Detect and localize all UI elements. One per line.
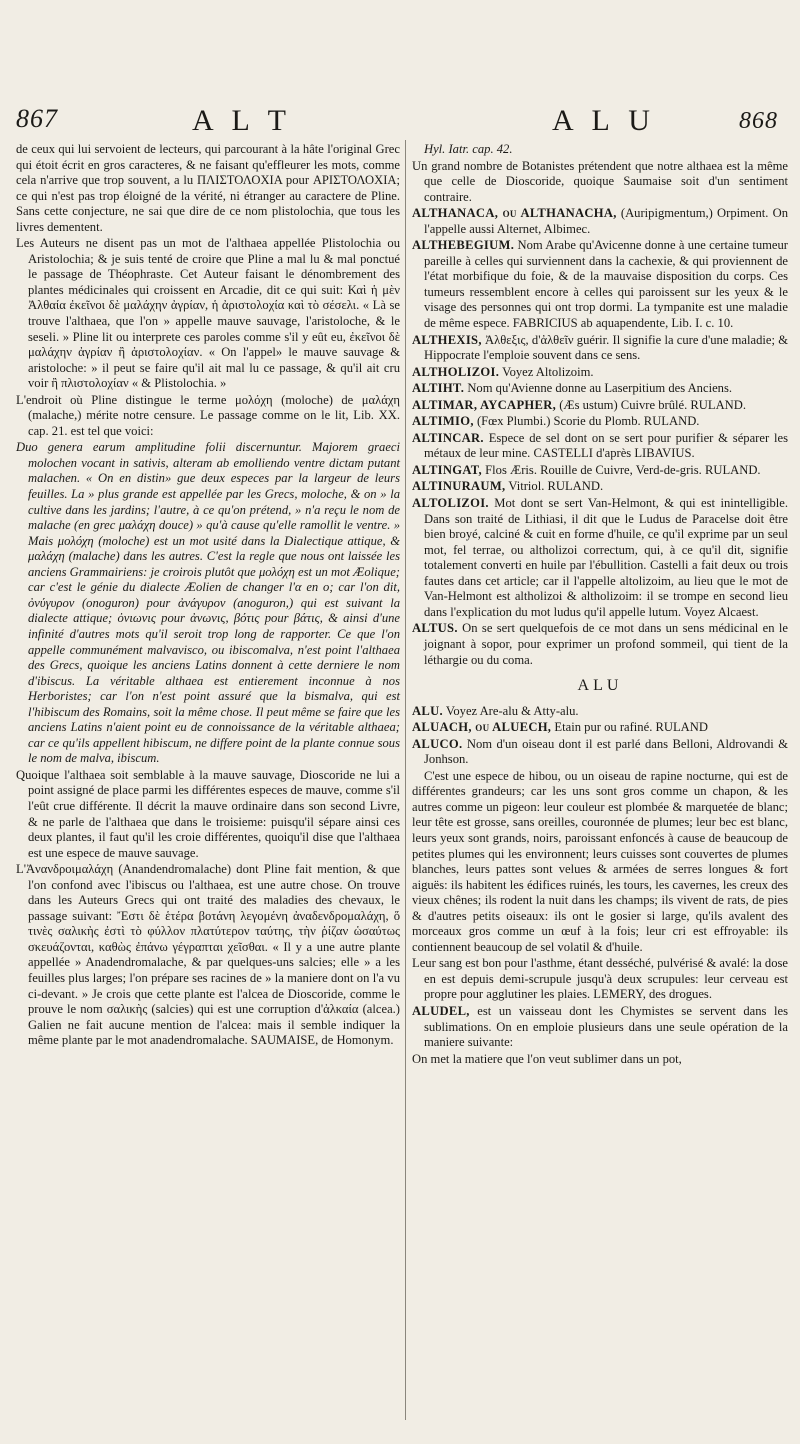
entry-text: Voyez Altolizoim. — [502, 364, 594, 379]
entry — [412, 704, 788, 720]
paragraph: de ceux qui lui servoient de lecteurs, qui parcourant à la hâte l'original Grec qui étoit écrit en gros caracteres, & ne faisant qu'effleurer les mots, comme cela n'arrive que trop souvent, a lu ΠΛΙΣΤΟΛΟΧΙΑ pour ΑΡΙΣΤΟΛΟΧΙΑ; ce qui n'est pas trop éloigné de la vérité, ni étranger au caractere de Pline. Sans cette conjecture, ne sai que dire de ce nom plistolochia, que tous les livres dementent. — [16, 142, 400, 234]
entry-headword: ALTHEXIS, — [412, 332, 482, 347]
entry-headword: ALUACH, ou ALUECH, — [412, 720, 552, 735]
entry-headword: ALTHANACA, ou ALTHANACHA, — [412, 206, 617, 221]
running-head-right: A L U — [552, 104, 656, 137]
entry-text: Etain pur ou rafiné. RULAND — [554, 720, 708, 735]
entry-text: (Auripigmentum,) Orpiment. On l'appelle aussi Alternet, Albimec. — [424, 206, 788, 236]
right-column — [412, 142, 788, 1068]
paragraph: L'Ἀνανδροιμαλάχη (Anandendromalache) dont Pline fait mention, & que l'on confond avec l'ibiscus ou l'althaea, est une autre chose. On trouve dans les Auteurs Grecs qui ont traité des maladies des chevaux, le passage suivant: Ἔστι δὲ ἑτέρα βοτάνη λεγομένη ἀναδενδρομαλάχη, ὅ τινὲς σαλικὴς ἐστὶ τὸ φύλλον πλατύτερον ταύτης, τὴν ῥίζαν ὡσαύτως σκευάζονται, καθὼς ἐπάνω γέγραπται χεῖσθαι. « Il y a une autre plante appellée » Anadendromalache, & par quelques-uns salcies; elle » a les feuilles plus larges; l'on prépare ses racines de » la maniere dont on l'a vu ci-devant. » Je crois que cette plante est l'alcea de Dioscoride, comme le prouve le nom σαλικὴς (salcies) qui est une corruption d'ἀλκαία (alcea.) Galien ne fait aucune mention de l'alcea: mais il semble indiquer la même plante par le mot anadendromalache. SAUMAISE, de Homonym. — [16, 862, 400, 1048]
paragraph: Leur sang est bon pour l'asthme, étant desséché, pulvérisé & avalé: la dose en est depuis demi-scrupule jusqu'à deux scrupules: leur cerveau est propre pour agglutiner les plaies. LEMERY, des drogues. — [412, 956, 788, 1002]
entry-text: Mot dont se sert Van-Helmont, & qui est inintelligible. Dans son traité de Lithiasi, il dit que le Ludus de Paracelse doit être bien broyé, calciné & cuit en forme d'huile, ce qu'il exprime par un seul mot, fel terrae, ou altholizoi correctum, qui, à ce qu'il dit, signifie totalement converti en huile par l'ébullition. Castelli a fait deux ou trois fautes dans cet article; car il l'appelle altolizoim, au lieu que le mot de Van-Helmont est altholizoi & altholizoim: il se trompe en second lieu dans l'explication du mot ludus qu'il appelle lutum. Voyez Alcaest. — [424, 496, 788, 619]
entry-headword: ALTIHT. — [412, 381, 465, 396]
paragraph: Les Auteurs ne disent pas un mot de l'althaea appellée Plistolochia ou Aristolochia; & je suis tenté de croire que Pline a mal lu & mal ponctué le passage de Théophraste. Cet Auteur faisant le dénombrement des plantes médicinales qui croissent en Arcadie, dit ce qui suit: Καὶ ἡ μὲν Ἀλθαία ἐκεῖνοι δὲ μαλάχην ἀγρίαν, ἡ ἀριστολοχία καὶ τὸ σέσελι. « Là se trouve l'althaea, que l'on » appelle mauve sauvage, l'aristoloche, & le seseli. » Pline lit ou interprete ces paroles comme s'il y eût eu, ἐκεῖνοι δὲ μαλάχην ἀγρίαν ἢ ἀριστολοχίαν. « On l'appel» le mauve sauvage & aristoloche: » il peut se faire qu'il ait mal lu ce passage, & qu'il ait cru voir ἢ πλιστολοχίαν « & Plistolochia. » — [16, 236, 400, 391]
entry-headword: ALUDEL, — [412, 1003, 470, 1018]
entry-headword: ALTIMIO, — [412, 414, 474, 429]
entry-headword: ALTOLIZOI. — [412, 496, 489, 511]
entry — [412, 496, 788, 620]
entry-text: Flos Æris. Rouille de Cuivre, Verd-de-gris. RULAND. — [485, 462, 761, 477]
entry-text: Voyez Are-alu & Atty-alu. — [445, 703, 579, 718]
entry-headword: ALTINCAR. — [412, 430, 484, 445]
running-head-left: A L T — [192, 104, 293, 137]
entry-headword: ALTINURAUM, — [412, 479, 506, 494]
column-rule — [405, 140, 406, 1420]
entry — [412, 479, 788, 495]
entry-headword: ALTINGAT, — [412, 462, 483, 477]
paragraph: Duo genera earum amplitudine folii discernuntur. Majorem graeci molochen vocant in sativis, alteram ab emolliendo ventre dictam putant malachen. « On en distin» gue deux especes par la largeur de leurs feuilles. La » plus grande est appellée par les Grecs, moloche, & on » la cultive dans les jardins; l'autre, à ce qu'on prétend, » n'a reçu le nom de malache (en grec μαλάχη douce) » qu'à cause qu'elle ramollit le ventre. » Mais μολόχη (moloche) est un mot usité dans la Dialectique attique, & μαλάχη (malache) dans les autres. C'est la regle que nous ont laissée les anciens Grammairiens: je croirois plutôt que μολόχη est un mot Æolique; car c'est le génie du dialecte Æolien de changer l'α en ο; car l'on dit, ὀνύγυρον (onoguron) pour ἀνάγυρον (anoguron,) qui est suivant la dialecte attique; ὀνιωνις pour ἀνωνις, βότις pour βάτις, & ainsi d'une infinité d'autres mots qu'il seroit trop long de rapporter. Ce que l'on appelle communément malvavisco, ou ibiscomalva, n'est point l'althaea des Grecs, quoique les anciens Latins donnent à cette derniere le nom d'ibiscus. La véritable althaea est entierement inconnue à nos Herboristes; car l'on n'est point assuré que la bismalva, qui est l'hibiscum des Romains, soit la même chose. Il peut même se faire que les anciens Latins n'aient point eu de connoissance de la véritable althaea; car ce qu'ils appellent hibiscum, ne differe point de la plante connue sous le nom de malva, ibiscum. — [16, 440, 400, 766]
entry-headword: ALTHEBEGIUM. — [412, 238, 515, 253]
entry-text: On se sert quelquefois de ce mot dans un sens médicinal en le joignant à sopor, pour exprimer un profond sommeil, qui tient de la léthargie ou du coma. — [424, 621, 788, 667]
running-header — [12, 104, 788, 140]
entry — [412, 463, 788, 479]
entry — [412, 206, 788, 237]
entry-text: (Æs ustum) Cuivre brûlé. RULAND. — [559, 397, 747, 412]
entry-headword: ALTUS. — [412, 621, 458, 636]
entry-text: Vitriol. RULAND. — [508, 479, 604, 494]
entry — [412, 414, 788, 430]
entry — [412, 333, 788, 364]
entry-text: Nom Arabe qu'Avicenne donne à une certaine tumeur pareille à celles qui surviennent dans la cachexie, & qui proviennent de l'état morbifique du foie, & de la mauvaise disposition du corps. Ces tumeurs ressemblent encore à celles qui paroissent sur les yeux & le visage des personnes qui ont trop dormi. La tympanite est une maladie de même espece. FABRICIUS ab aquapendente, Lib. I. c. 10. — [424, 238, 788, 331]
paragraph: Quoique l'althaea soit semblable à la mauve sauvage, Dioscoride ne lui a point assigné de place parmi les différentes especes de mauve, comme s'il l'eût crue différente. Il décrit la mauve ordinaire dans son second Livre, & ne parle de l'althaea que dans le troisieme: puisqu'il sépare ainsi ces deux plantes, il faut qu'il les croie différentes, quoiqu'il dise que l'althaea est une espece de mauve sauvage. — [16, 767, 400, 860]
entry-text: Nom qu'Avienne donne au Laserpitium des Anciens. — [467, 381, 733, 396]
entry-text: Ἀλθεξις, d'ἀλθεῖν guérir. Il signifie la cure d'une maladie; & Hippocrate l'emploie souvent dans ce sens. — [424, 332, 789, 363]
entry — [412, 1004, 788, 1051]
entry — [412, 365, 788, 381]
entry — [412, 381, 788, 397]
page-number-left: 867 — [16, 104, 58, 133]
entry-text: (Fœx Plumbi.) Scorie du Plomb. RULAND. — [476, 414, 700, 429]
paragraph: On met la matiere que l'on veut sublimer dans un pot, — [412, 1051, 682, 1066]
entry-headword: ALTHOLIZOI. — [412, 364, 500, 379]
entry-headword: ALTIMAR, AYCAPHER, — [412, 397, 557, 412]
entry — [412, 431, 788, 462]
paragraph: C'est une espece de hibou, ou un oiseau de rapine nocturne, qui est de différentes grandeurs; car les uns sont gros comme un chapon, & les autres comme un pigeon: leur couleur est plombée & marquetée de blanc; leur tête est grosse, sans oreilles, couronnée de plumes; leur bec est blanc, leurs yeux sont grands, noirs, paroissant enfoncés à cause de beaucoup de petites plumes qui les environnent; leurs cuisses sont couvertes de plumes blanches, leurs pattes sont velues & armées de serres longues & fort aiguës: ils habitent les édifices ruinés, les tours, les cavernes, les creux des vieux chênes; ils rodent la nuit dans les champs; ils vivent de rats, de pies & d'autres petits oiseaux: ils ont le gosier si large, qu'ils avalent des morceaux gros comme un œuf à la fois; leur cri est effroyable: ils contiennent beaucoup de sel volatil & d'huile. — [412, 768, 788, 954]
paragraph: Un grand nombre de Botanistes prétendent que notre althaea est la même que celle de Dioscoride, quoique Saumaise soit d'un sentiment contraire. — [412, 158, 788, 204]
section-heading: ALU — [577, 677, 623, 695]
page-number-right: 868 — [739, 108, 778, 134]
entry — [412, 737, 788, 768]
left-column — [16, 142, 400, 1050]
entry — [412, 621, 788, 668]
entry — [412, 238, 788, 331]
entry-text: Espece de sel dont on se sert pour purifier & séparer les métaux de leur mine. CASTELLI d'après LIBAVIUS. — [424, 430, 788, 461]
paragraph: Hyl. Iatr. cap. 42. — [424, 142, 513, 156]
entry-headword: ALU. — [412, 703, 443, 718]
entry — [412, 720, 788, 736]
paragraph: L'endroit où Pline distingue le terme μολόχη (moloche) de μαλάχη (malache,) mérite notre censure. Le passage comme on le lit, Lib. XX. cap. 21. est tel que voici: — [16, 392, 400, 438]
entry — [412, 398, 788, 414]
entry-text: Nom d'un oiseau dont il est parlé dans Belloni, Aldrovandi & Jonhson. — [424, 736, 788, 767]
entry-text: est un vaisseau dont les Chymistes se servent dans les sublimations. On en emploie plusieurs dans une seule opération de la maniere suivante: — [424, 1003, 788, 1050]
entry-headword: ALUCO. — [412, 736, 463, 751]
